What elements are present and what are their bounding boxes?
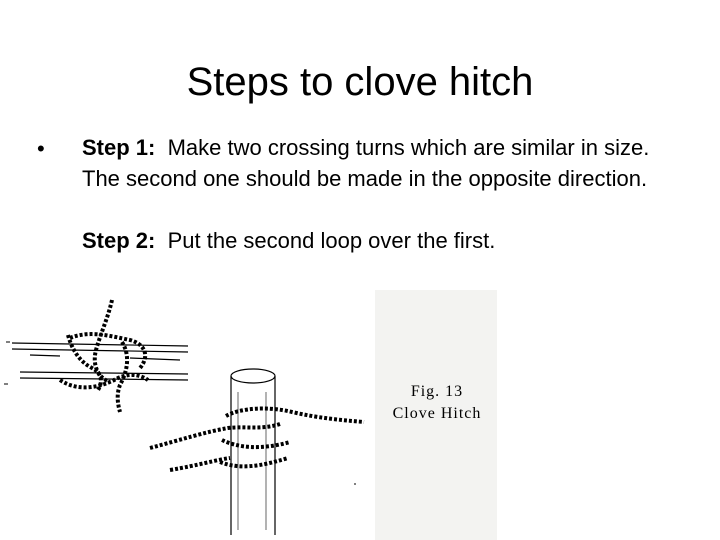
step-1-label: Step 1: <box>82 135 156 160</box>
hitch-rope-drawing <box>150 409 364 470</box>
step-1-text: Make two crossing turns which are similar in size. The second one should be made in the opposite direction. <box>82 135 650 191</box>
step-2-label: Step 2: <box>82 228 156 253</box>
post-drawing <box>231 369 275 535</box>
bullet-icon: • <box>37 136 45 161</box>
step-2-text: Put the second loop over the first. <box>167 228 496 253</box>
figure-title: Clove Hitch <box>392 405 482 422</box>
slide-title: Steps to clove hitch <box>186 60 534 104</box>
figure-number: Fig. 13 <box>410 383 464 400</box>
figure-caption <box>376 381 498 425</box>
rope-turns-drawing <box>60 300 148 412</box>
